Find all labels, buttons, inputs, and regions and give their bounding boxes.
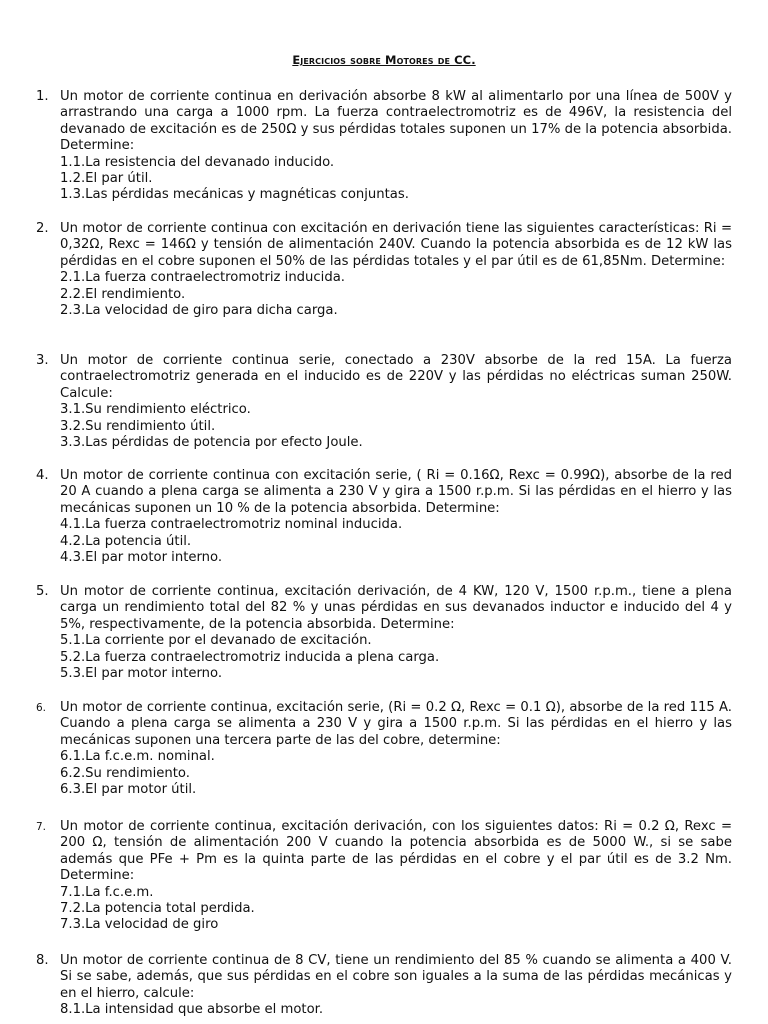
exercise-statement: Un motor de corriente continua, excitación serie, (Ri = 0.2 Ω, Rexc = 0.1 Ω), absorbe de la red 115 A. Cuando a plena carga se alimenta a 230 V y gira a 1500 r.p.m. Si las pérdidas en el hierro y las mecánicas suponen una tercera parte de las del cobre, determine: [60, 700, 732, 748]
exercise-statement: Un motor de corriente continua con excitación serie, ( Ri = 0.16Ω, Rexc = 0.99Ω), absorbe de la red 20 A cuando a plena carga se alimenta a 230 V y gira a 1500 r.p.m. Si las pérdidas en el hierro y las mecánicas suponen un 10 % de la potencia absorbida. Determine: [60, 468, 732, 516]
exercise-subitem: 6.3.El par motor útil. [60, 782, 197, 798]
exercise-subitem: 5.2.La fuerza contraelectromotriz inducida a plena carga. [60, 649, 440, 665]
exercise-5 [32, 584, 732, 682]
exercise-number: 5. [36, 584, 49, 599]
exercise-subitem: 4.2.La potencia útil. [60, 533, 192, 549]
exercise-subitem: 1.2.El par útil. [60, 171, 153, 187]
exercise-subitem: 7.2.La potencia total perdida. [60, 901, 255, 917]
exercise-number: 1. [36, 89, 49, 104]
exercise-subitem: 6.2.Su rendimiento. [60, 765, 190, 781]
exercise-7 [32, 819, 732, 934]
exercise-2 [32, 221, 732, 319]
exercise-subitem: 4.3.El par motor interno. [60, 550, 223, 566]
exercise-8 [32, 953, 732, 1019]
exercise-subitem: 7.3.La velocidad de giro [60, 917, 219, 933]
exercise-subitem: 3.2.Su rendimiento útil. [60, 418, 216, 434]
exercise-subitem: 8.1.La intensidad que absorbe el motor. [60, 1002, 324, 1018]
exercise-subitem: 5.1.La corriente por el devanado de excitación. [60, 633, 372, 649]
exercise-subitem: 1.3.Las pérdidas mecánicas y magnéticas conjuntas. [60, 187, 409, 203]
exercise-number: 8. [36, 953, 49, 968]
exercise-subitem: 2.1.La fuerza contraelectromotriz inducida. [60, 270, 345, 286]
exercise-statement: Un motor de corriente continua, excitación derivación, con los siguientes datos: Ri = 0.2 Ω, Rexc = 200 Ω, tensión de alimentación 200 V cuando la potencia absorbida es de 5000 W., si se sabe además que PFe + Pm es la quinta parte de las pérdidas en el cobre y el par útil es de 3.2 Nm. Determine: [60, 819, 732, 884]
exercise-number: 7. [36, 821, 47, 833]
exercise-subitem: 4.1.La fuerza contraelectromotriz nominal inducida. [60, 517, 403, 533]
exercise-subitem: 6.1.La f.c.e.m. nominal. [60, 749, 215, 765]
exercise-statement: Un motor de corriente continua, excitación derivación, de 4 KW, 120 V, 1500 r.p.m., tiene a plena carga un rendimiento total del 82 % y unas pérdidas en sus devanados inductor e inducido del 4 y 5%, respectivamente, de la potencia absorbida. Determine: [60, 584, 732, 632]
exercise-number: 6. [36, 702, 47, 714]
exercise-subitem: 5.3.El par motor interno. [60, 666, 223, 682]
exercise-statement: Un motor de corriente continua serie, conectado a 230V absorbe de la red 15A. La fuerza contraelectromotriz generada en el inducido es de 220V y las pérdidas no eléctricas suman 250W. Calcule: [60, 353, 732, 401]
exercise-number: 2. [36, 221, 49, 236]
exercise-3 [32, 353, 732, 451]
exercise-statement: Un motor de corriente continua de 8 CV, tiene un rendimiento del 85 % cuando se alimenta a 400 V. Si se sabe, además, que sus pérdidas en el cobre son iguales a la suma de las pérdidas mecánicas y en el hierro, calcule: [60, 953, 732, 1001]
exercise-4 [32, 468, 732, 566]
exercise-statement: Un motor de corriente continua en derivación absorbe 8 kW al alimentarlo por una línea de 500V y arrastrando una carga a 1000 rpm. La fuerza contraelectromotriz es de 496V, la resistencia del devanado de excitación es de 250Ω y sus pérdidas totales suponen un 17% de la potencia absorbida. Determine: [60, 89, 732, 154]
exercise-subitem: 2.3.La velocidad de giro para dicha carga. [60, 303, 338, 319]
exercise-number: 3. [36, 353, 49, 368]
exercise-statement: Un motor de corriente continua con excitación en derivación tiene las siguientes características: Ri = 0,32Ω, Rexc = 146Ω y tensión de alimentación 240V. Cuando la potencia absorbida es de 12 kW las pérdidas en el cobre suponen el 50% de las pérdidas totales y el par útil es de 61,85Nm. Determine: [60, 221, 732, 269]
exercise-6 [32, 700, 732, 798]
exercise-subitem: 7.1.La f.c.e.m. [60, 884, 154, 900]
exercise-subitem: 3.1.Su rendimiento eléctrico. [60, 402, 251, 418]
exercise-number: 4. [36, 468, 49, 483]
exercise-subitem: 1.1.La resistencia del devanado inducido. [60, 154, 335, 170]
exercise-1 [32, 89, 732, 204]
document-title: Ejercicios sobre Motores de CC. [292, 53, 476, 67]
exercise-subitem: 3.3.Las pérdidas de potencia por efecto Joule. [60, 435, 363, 451]
exercise-subitem: 2.2.El rendimiento. [60, 286, 186, 302]
